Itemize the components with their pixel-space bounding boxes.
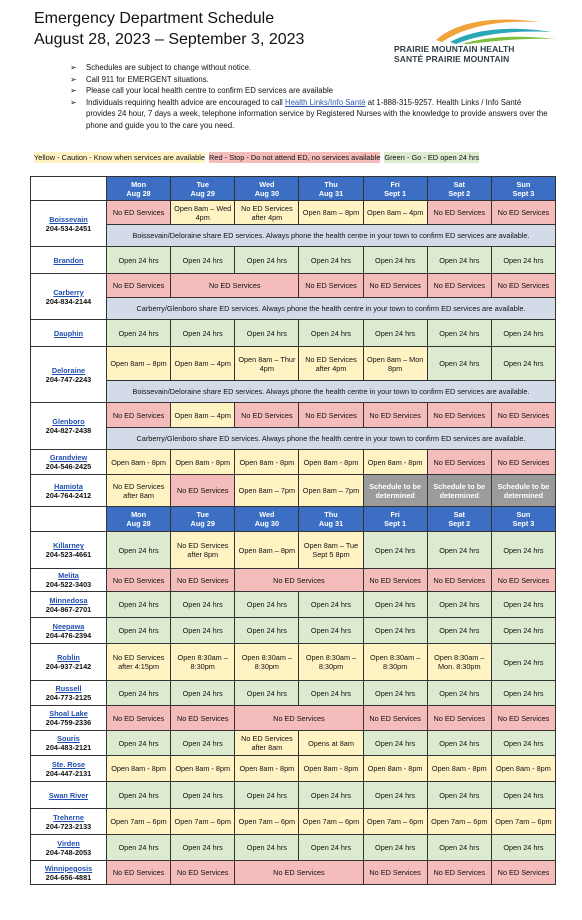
site-phone: 204-764-2412	[45, 490, 92, 500]
schedule-cell: Open 8am – 4pm	[171, 347, 235, 381]
day-date: Sept 1	[384, 188, 407, 198]
site-cell	[31, 681, 107, 706]
site-cell	[31, 731, 107, 756]
schedule-cell: Open 24 hrs	[363, 247, 427, 274]
day-header-row	[31, 177, 556, 201]
schedule-cell: Open 24 hrs	[107, 247, 171, 274]
schedule-cell: Open 24 hrs	[107, 618, 171, 644]
day-name: Tue	[196, 179, 209, 189]
notes-list	[70, 62, 550, 131]
schedule-cell: Open 8am – Mon 8pm	[363, 347, 427, 381]
site-cell	[31, 569, 107, 592]
site-row-neepawa	[31, 618, 556, 644]
site-name-link[interactable]: Neepawa	[52, 621, 85, 631]
schedule-cell: No ED Services	[427, 274, 491, 298]
day-date: Sept 2	[448, 519, 471, 528]
schedule-cell: Open 24 hrs	[363, 592, 427, 618]
schedule-cell: Open 24 hrs	[171, 247, 235, 274]
shared-services-note-row	[31, 225, 556, 247]
site-phone: 204-748-2053	[45, 847, 92, 857]
schedule-cell: Open 24 hrs	[107, 835, 171, 861]
day-header-mon	[107, 177, 171, 201]
site-cell	[31, 201, 107, 247]
schedule-cell: Open 24 hrs	[171, 731, 235, 756]
schedule-cell: Open 8am – 7pm	[299, 475, 363, 507]
schedule-cell: No ED Services	[491, 706, 555, 731]
day-date: Aug 28	[126, 519, 151, 528]
site-cell	[31, 618, 107, 644]
schedule-cell: No ED Services	[235, 403, 299, 428]
site-phone: 204-827-2438	[45, 426, 92, 435]
day-date: Aug 31	[318, 188, 344, 198]
schedule-cell: Open 24 hrs	[235, 320, 299, 347]
site-row-souris	[31, 731, 556, 756]
site-phone: 204-834-2144	[45, 296, 92, 306]
site-row-glenboro	[31, 403, 556, 428]
title-line-1: Emergency Department Schedule	[34, 10, 275, 27]
site-row-swan-river	[31, 782, 556, 809]
schedule-cell: Open 8:30am – 8:30pm	[235, 644, 299, 681]
note-item-health-links	[70, 97, 550, 132]
site-cell	[31, 592, 107, 618]
day-header-tue	[171, 177, 235, 201]
schedule-cell: Open 24 hrs	[299, 681, 363, 706]
schedule-cell: No ED Services	[107, 569, 171, 592]
day-name: Fri	[390, 179, 400, 189]
site-row-melita	[31, 569, 556, 592]
note-item: ➢ Schedules are subject to change without notice.	[70, 62, 550, 74]
schedule-cell: Open 8:30am – 8:30pm	[171, 644, 235, 681]
site-name-link[interactable]: Boissevain	[49, 214, 88, 224]
day-date: Sept 3	[512, 188, 535, 198]
schedule-cell: Open 24 hrs	[235, 835, 299, 861]
site-row-grandview	[31, 450, 556, 475]
site-cell	[31, 809, 107, 835]
day-name: Mon	[131, 179, 147, 189]
note-item: ➢ Please call your local health centre to confirm ED services are available	[70, 85, 550, 97]
day-header-sun	[491, 507, 555, 532]
day-name: Sat	[453, 179, 465, 189]
schedule-cell: Open 7am – 6pm	[171, 809, 235, 835]
schedule-cell: Open 8am - 8pm	[107, 756, 171, 782]
day-name: Tue	[196, 510, 209, 519]
schedule-cell: Open 7am – 6pm	[491, 809, 555, 835]
day-name: Sun	[516, 179, 531, 189]
site-row-roblin	[31, 644, 556, 681]
schedule-cell: Open 8am - 8pm	[491, 756, 555, 782]
day-header-sat	[427, 177, 491, 201]
schedule-cell: Open 8am – Wed 4pm	[171, 201, 235, 225]
schedule-cell: Open 24 hrs	[299, 592, 363, 618]
schedule-cell: Open 24 hrs	[491, 320, 555, 347]
site-row-shoal-lake	[31, 706, 556, 731]
shared-services-note-row	[31, 381, 556, 403]
schedule-cell: Open 7am – 6pm	[235, 809, 299, 835]
site-name-link[interactable]: Brandon	[53, 255, 84, 265]
site-phone: 204-747-2243	[45, 374, 92, 384]
schedule-cell: Open 24 hrs	[299, 247, 363, 274]
site-phone: 204-447-2131	[45, 768, 92, 778]
schedule-cell: Open 24 hrs	[491, 532, 555, 569]
title-line-2: August 28, 2023 – September 3, 2023	[34, 31, 305, 48]
schedule-cell: No ED Services	[491, 274, 555, 298]
schedule-cell: Open 24 hrs	[491, 247, 555, 274]
schedule-cell: No ED Services after 8am	[235, 731, 299, 756]
day-name: Wed	[259, 510, 275, 519]
schedule-cell: Open 8am - 8pm	[363, 756, 427, 782]
schedule-cell: Open 7am – 6pm	[299, 809, 363, 835]
shared-services-note: Carberry/Glenboro share ED services. Always phone the health centre in your town to confirm ED services are available.	[107, 428, 556, 450]
schedule-cell: Open 8am – 8pm	[107, 347, 171, 381]
site-cell	[31, 861, 107, 885]
note-text: Individuals requiring health advice are encouraged to call	[86, 97, 285, 107]
site-cell	[31, 756, 107, 782]
schedule-cell: Schedule to be determined	[491, 475, 555, 507]
schedule-cell: No ED Services	[491, 403, 555, 428]
color-legend	[34, 152, 548, 163]
site-row-boissevain	[31, 201, 556, 225]
day-date: Sept 1	[384, 519, 407, 528]
day-date: Aug 29	[190, 188, 215, 198]
schedule-cell: Open 8am - 8pm	[299, 756, 363, 782]
schedule-cell: Open 24 hrs	[363, 532, 427, 569]
schedule-cell: Open 24 hrs	[363, 835, 427, 861]
schedule-cell: Open 24 hrs	[491, 618, 555, 644]
site-row-dauphin	[31, 320, 556, 347]
schedule-cell: Open 8am - 8pm	[171, 756, 235, 782]
schedule-cell: No ED Services	[427, 450, 491, 475]
schedule-cell: Open 24 hrs	[171, 681, 235, 706]
site-name-link[interactable]: Dauphin	[53, 328, 84, 338]
site-cell	[31, 450, 107, 475]
schedule-cell: No ED Services	[171, 475, 235, 507]
schedule-cell: No ED Services	[299, 274, 363, 298]
schedule-cell: No ED Services	[427, 706, 491, 731]
schedule-cell: Open 24 hrs	[491, 731, 555, 756]
schedule-cell: No ED Services	[491, 450, 555, 475]
day-name: Mon	[131, 510, 147, 519]
day-header-fri	[363, 177, 427, 201]
schedule-cell: Open 8am - 8pm	[299, 450, 363, 475]
schedule-cell: No ED Services	[171, 569, 235, 592]
site-cell	[31, 644, 107, 681]
site-name-link[interactable]: Grandview	[49, 453, 88, 462]
site-row-killarney	[31, 532, 556, 569]
schedule-cell: No ED Services	[299, 403, 363, 428]
schedule-cell: Open 24 hrs	[171, 592, 235, 618]
schedule-cell: No ED Services	[171, 861, 235, 885]
schedule-cell: No ED Services	[491, 201, 555, 225]
schedule-cell: Open 24 hrs	[427, 681, 491, 706]
site-cell	[31, 403, 107, 450]
site-name-link[interactable]: Souris	[57, 734, 80, 743]
site-row-winnipegosis	[31, 861, 556, 885]
header-corner	[31, 507, 107, 532]
schedule-cell: Open 24 hrs	[235, 782, 299, 809]
note-text: at 1-888-315-9257. Health Links / Info Santé provides 24 hour, 7 days a week, telephone information service by Registered Nurses with the knowledge to provide answers over the phone and guide you to the care you need.	[86, 97, 548, 130]
site-cell	[31, 782, 107, 809]
site-name-link[interactable]: Minnedosa	[49, 595, 88, 605]
site-cell	[31, 835, 107, 861]
schedule-cell: No ED Services after 4pm	[235, 201, 299, 225]
schedule-cell: No ED Services	[363, 706, 427, 731]
schedule-cell: Open 24 hrs	[299, 618, 363, 644]
schedule-cell: No ED Services after 4:15pm	[107, 644, 171, 681]
site-cell	[31, 347, 107, 403]
schedule-cell: Open 8am – 4pm	[363, 201, 427, 225]
schedule-cell: Open 24 hrs	[235, 681, 299, 706]
site-phone: 204-476-2394	[45, 630, 92, 640]
schedule-cell: Open 24 hrs	[171, 320, 235, 347]
site-row-treherne	[31, 809, 556, 835]
schedule-cell: Open 8:30am – 8:30pm	[299, 644, 363, 681]
site-name-link[interactable]: Roblin	[57, 653, 80, 662]
note-item: ➢ Call 911 for EMERGENT situations.	[70, 74, 550, 86]
site-phone: 204-546-2425	[45, 462, 92, 471]
legend-red: Red - Stop - Do not attend ED, no services available	[209, 153, 381, 162]
site-name-link[interactable]: Deloraine	[51, 365, 86, 375]
schedule-cell: Open 8:30am – Mon. 8:30pm	[427, 644, 491, 681]
schedule-cell: Open 24 hrs	[363, 731, 427, 756]
site-cell	[31, 247, 107, 274]
day-name: Sun	[516, 510, 531, 519]
site-row-carberry	[31, 274, 556, 298]
schedule-cell: No ED Services	[107, 201, 171, 225]
schedule-cell: Open 8am – Thur 4pm	[235, 347, 299, 381]
day-date: Aug 31	[318, 519, 344, 528]
schedule-cell: Open 24 hrs	[107, 320, 171, 347]
day-header-mon	[107, 507, 171, 532]
schedule-cell: Open 24 hrs	[427, 618, 491, 644]
day-header-sun	[491, 177, 555, 201]
site-name-link[interactable]: Virden	[57, 838, 80, 848]
schedule-cell: Open 8am – Tue Sept 5 8pm	[299, 532, 363, 569]
schedule-cell: Open 8am - 8pm	[363, 450, 427, 475]
site-name-link[interactable]: Hamiota	[54, 481, 83, 491]
schedule-cell: Open 24 hrs	[363, 320, 427, 347]
schedule-cell: Open 7am – 6pm	[363, 809, 427, 835]
schedule-cell: No ED Services	[235, 706, 363, 731]
schedule-cell: Open 24 hrs	[235, 247, 299, 274]
schedule-cell: Open 24 hrs	[427, 347, 491, 381]
site-cell	[31, 320, 107, 347]
schedule-cell: Open 24 hrs	[427, 835, 491, 861]
schedule-cell: No ED Services	[427, 201, 491, 225]
schedule-cell: No ED Services	[107, 403, 171, 428]
header-corner	[31, 177, 107, 201]
site-name-link[interactable]: Treherne	[53, 812, 84, 822]
schedule-cell: Open 8am – 8pm	[235, 532, 299, 569]
site-phone: 204-867-2701	[45, 604, 92, 614]
schedule-cell: Opens at 8am	[299, 731, 363, 756]
legend-green: Green - Go - ED open 24 hrs	[384, 153, 480, 162]
site-name-link[interactable]: Winnipegosis	[44, 863, 93, 873]
schedule-cell: Open 24 hrs	[171, 782, 235, 809]
schedule-cell: No ED Services	[107, 861, 171, 885]
schedule-cell: Open 24 hrs	[299, 320, 363, 347]
schedule-cell: Open 24 hrs	[491, 835, 555, 861]
day-date: Aug 30	[254, 519, 280, 528]
site-phone: 204-937-2142	[45, 662, 92, 671]
day-date: Sept 2	[448, 188, 471, 198]
day-header-wed	[235, 507, 299, 532]
schedule-cell: Open 24 hrs	[491, 782, 555, 809]
site-phone: 204-759-2336	[45, 718, 92, 727]
site-phone: 204-656-4881	[45, 872, 92, 882]
site-row-virden	[31, 835, 556, 861]
schedule-cell: Open 24 hrs	[427, 532, 491, 569]
schedule-cell: Open 24 hrs	[427, 782, 491, 809]
schedule-cell: No ED Services	[427, 403, 491, 428]
schedule-cell: Open 8am – 7pm	[235, 475, 299, 507]
site-row-brandon	[31, 247, 556, 274]
site-row-minnedosa	[31, 592, 556, 618]
schedule-cell: Open 7am – 6pm	[107, 809, 171, 835]
schedule-cell: No ED Services after 8am	[107, 475, 171, 507]
schedule-cell: Open 24 hrs	[491, 644, 555, 681]
schedule-cell: No ED Services	[107, 274, 171, 298]
site-name-link[interactable]: Russell	[55, 684, 82, 693]
day-name: Thu	[324, 510, 338, 519]
site-row-hamiota	[31, 475, 556, 507]
site-cell	[31, 475, 107, 507]
schedule-cell: Open 24 hrs	[107, 731, 171, 756]
day-header-sat	[427, 507, 491, 532]
schedule-cell: Open 24 hrs	[491, 347, 555, 381]
day-header-row	[31, 507, 556, 532]
schedule-cell: No ED Services	[491, 569, 555, 592]
site-row-deloraine	[31, 347, 556, 381]
day-name: Fri	[390, 510, 400, 519]
site-name-link[interactable]: Swan River	[48, 790, 89, 800]
day-header-thu	[299, 177, 363, 201]
schedule-cell: No ED Services	[363, 569, 427, 592]
schedule-cell: Open 24 hrs	[363, 681, 427, 706]
schedule-cell: Open 24 hrs	[363, 618, 427, 644]
schedule-cell: No ED Services	[171, 274, 299, 298]
schedule-cell: Open 24 hrs	[491, 592, 555, 618]
site-cell	[31, 274, 107, 320]
shared-services-note: Carberry/Glenboro share ED services. Always phone the health centre in your town to confirm ED services are available.	[107, 298, 556, 320]
schedule-cell: No ED Services after 8pm	[171, 532, 235, 569]
shared-services-note-row	[31, 428, 556, 450]
schedule-cell: Open 24 hrs	[427, 731, 491, 756]
schedule-cell: Open 24 hrs	[107, 532, 171, 569]
logo-line-1: PRAIRIE MOUNTAIN HEALTH	[394, 44, 515, 54]
schedule-cell: No ED Services	[235, 569, 363, 592]
schedule-cell: Open 24 hrs	[235, 618, 299, 644]
schedule-cell: Open 8am - 8pm	[427, 756, 491, 782]
schedule-cell: Open 8am – 4pm	[171, 403, 235, 428]
schedule-cell: Open 8:30am – 8:30pm	[363, 644, 427, 681]
site-phone: 204-723-2133	[45, 821, 92, 831]
day-date: Aug 29	[190, 519, 215, 528]
schedule-cell: No ED Services	[171, 706, 235, 731]
day-header-tue	[171, 507, 235, 532]
site-cell	[31, 532, 107, 569]
shared-services-note: Boissevain/Deloraine share ED services. Always phone the health centre in your town to confirm ED services are available.	[107, 381, 556, 403]
schedule-cell: Open 24 hrs	[107, 681, 171, 706]
site-cell	[31, 706, 107, 731]
site-name-link[interactable]: Carberry	[53, 287, 84, 297]
day-header-thu	[299, 507, 363, 532]
schedule-cell: Open 8am - 8pm	[107, 450, 171, 475]
schedule-cell: No ED Services	[363, 861, 427, 885]
logo-swoosh-icon	[428, 14, 558, 44]
schedule-cell: No ED Services	[427, 861, 491, 885]
schedule-cell: No ED Services after 4pm	[299, 347, 363, 381]
site-name-link[interactable]: Shoal Lake	[49, 709, 88, 718]
site-name-link[interactable]: Ste. Rose	[51, 759, 86, 769]
schedule-cell: Open 24 hrs	[363, 782, 427, 809]
site-row-ste-rose	[31, 756, 556, 782]
site-name-link[interactable]: Melita	[58, 571, 79, 580]
schedule-table	[30, 176, 556, 885]
schedule-cell: Open 24 hrs	[171, 618, 235, 644]
schedule-cell: No ED Services	[363, 403, 427, 428]
schedule-cell: Schedule to be determined	[427, 475, 491, 507]
site-phone: 204-522-3403	[45, 580, 92, 589]
health-links-link[interactable]: Health Links/Info Santé	[284, 97, 366, 107]
schedule-cell: Open 24 hrs	[427, 247, 491, 274]
site-phone: 204-523-4661	[45, 550, 92, 559]
schedule-cell: Open 7am – 6pm	[427, 809, 491, 835]
site-name-link[interactable]: Glenboro	[52, 417, 85, 426]
schedule-cell: No ED Services	[363, 274, 427, 298]
site-name-link[interactable]: Killarney	[53, 541, 84, 550]
schedule-cell: Open 24 hrs	[107, 592, 171, 618]
schedule-cell: Open 24 hrs	[171, 835, 235, 861]
shared-services-note: Boissevain/Deloraine share ED services. Always phone the health centre in your town to confirm ED services are available.	[107, 225, 556, 247]
schedule-cell: Open 24 hrs	[299, 782, 363, 809]
day-date: Aug 28	[126, 188, 151, 198]
day-name: Sat	[453, 510, 465, 519]
schedule-cell: No ED Services	[491, 861, 555, 885]
logo-text	[394, 44, 515, 64]
schedule-cell: Open 24 hrs	[427, 592, 491, 618]
shared-services-note-row	[31, 298, 556, 320]
schedule-cell: No ED Services	[427, 569, 491, 592]
day-name: Wed	[259, 179, 275, 189]
site-phone: 204-773-2125	[45, 693, 92, 702]
site-row-russell	[31, 681, 556, 706]
day-header-wed	[235, 177, 299, 201]
legend-yellow: Yellow - Caution - Know when services are available	[34, 153, 206, 162]
day-header-fri	[363, 507, 427, 532]
schedule-cell: Schedule to be determined	[363, 475, 427, 507]
schedule-cell: Open 24 hrs	[427, 320, 491, 347]
day-name: Thu	[324, 179, 338, 189]
schedule-cell: Open 8am - 8pm	[171, 450, 235, 475]
page-title	[34, 8, 304, 50]
day-date: Aug 30	[254, 188, 280, 198]
schedule-cell: Open 24 hrs	[299, 835, 363, 861]
schedule-cell: Open 8am - 8pm	[235, 756, 299, 782]
day-date: Sept 3	[512, 519, 535, 528]
schedule-cell: Open 8am - 8pm	[235, 450, 299, 475]
schedule-cell: Open 24 hrs	[107, 782, 171, 809]
schedule-cell: Open 24 hrs	[491, 681, 555, 706]
logo-line-2: SANTÉ PRAIRIE MOUNTAIN	[394, 54, 510, 64]
site-phone: 204-534-2451	[45, 223, 92, 233]
schedule-cell: No ED Services	[235, 861, 363, 885]
schedule-cell: No ED Services	[107, 706, 171, 731]
schedule-cell: Open 8am – 8pm	[299, 201, 363, 225]
schedule-cell: Open 24 hrs	[235, 592, 299, 618]
site-phone: 204-483-2121	[45, 743, 92, 752]
